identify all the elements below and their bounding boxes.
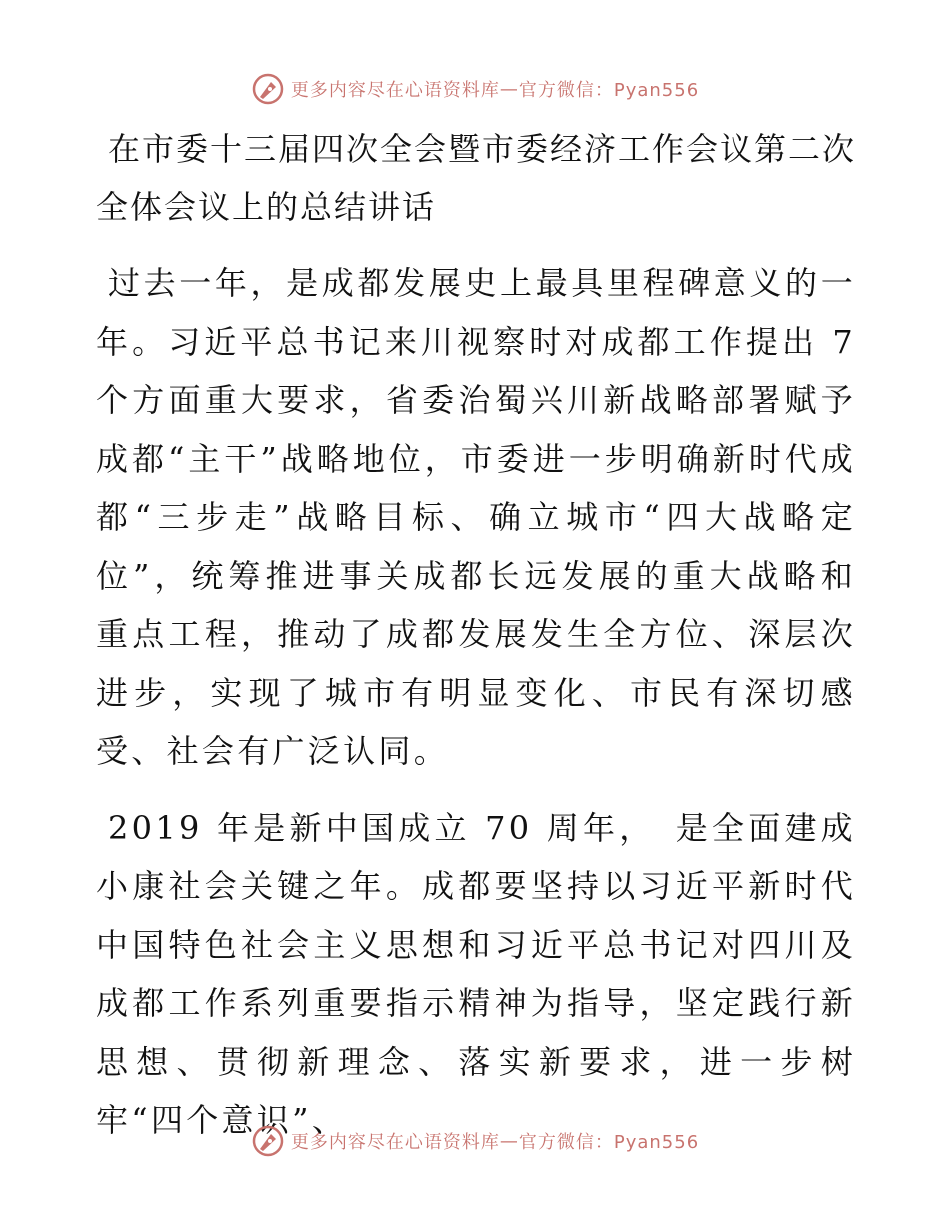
pen-nib-circle-icon (251, 1124, 285, 1158)
watermark-contact-text: 官方微信：Pyan556 (518, 80, 700, 101)
watermark-dash: — (499, 1130, 519, 1152)
document-body (96, 120, 856, 1150)
watermark-main-text: 更多内容尽在心语资料库 (290, 80, 500, 101)
watermark-dash: — (499, 78, 519, 100)
footer-watermark (0, 1124, 950, 1158)
paragraph-1: 过去一年，是成都发展史上最具里程碑意义的一年。习近平总书记来川视察时对成都工作提出 7 个方面重大要求，省委治蜀兴川新战略部署赋予成都“主干”战略地位，市委进一步明确新时代成都“三步走”战略目标、确立城市“四大战略定位”，统筹推进事关成都长远发展的重大战略和重点工程，推动了成都发展发生全方位、深层次进步，实现了城市有明显变化、市民有深切感受、社会有广泛认同。 (96, 264, 856, 770)
paragraph-2: 2019 年是新中国成立 70 周年， 是全面建成小康社会关键之年。成都要坚持以习近平新时代中国特色社会主义思想和习近平总书记对四川及成都工作系列重要指示精神为指导，坚定践行新思想、贯彻新理念、落实新要求，进一步树牢“四个意识”、 (96, 808, 856, 1139)
pen-nib-circle-icon (251, 72, 285, 106)
watermark-main-text: 更多内容尽在心语资料库 (290, 1132, 500, 1153)
watermark-contact-text: 官方微信：Pyan556 (518, 1132, 700, 1153)
document-title: 在市委十三届四次全会暨市委经济工作会议第二次全体会议上的总结讲话 (96, 130, 857, 226)
header-watermark (0, 72, 950, 106)
